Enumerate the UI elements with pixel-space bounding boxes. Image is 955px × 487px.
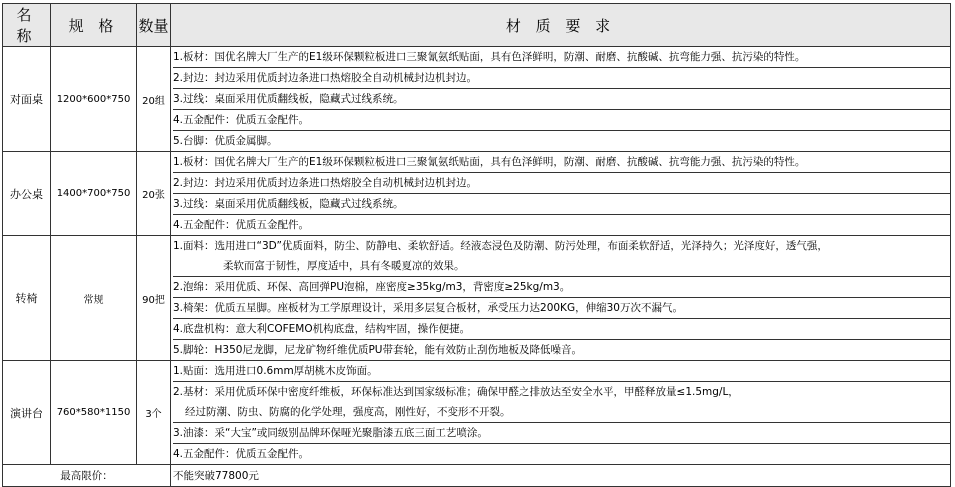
material-line: 3.过线：桌面采用优质翻线板，隐藏式过线系统。 — [173, 194, 950, 215]
item-name: 演讲台 — [3, 361, 51, 465]
item-material — [171, 361, 951, 465]
material-line: 1.面料：选用进口“3D”优质面料，防尘、防静电、柔软舒适。经液态浸色及防潮、防污处理，布面柔软舒适，光泽持久；光泽度好，透气强， — [173, 240, 828, 252]
item-spec: 760*580*1150 — [51, 361, 137, 465]
header-row — [3, 4, 951, 47]
material-line: 经过防潮、防虫、防腐的化学处理，强度高，刚性好，不变形不开裂。 — [173, 402, 950, 423]
material-line: 5.脚轮：H350尼龙脚，尼龙矿物纤维优质PU带套轮，能有效防止刮伤地板及降低噪音。 — [173, 344, 582, 356]
table-row — [3, 236, 951, 361]
material-line: 3.过线：桌面采用优质翻线板，隐藏式过线系统。 — [173, 89, 950, 110]
material-line: 1.贴面：选用进口0.6mm厚胡桃木皮饰面。 — [173, 361, 950, 382]
item-material — [171, 47, 951, 152]
material-line: 3.椅架：优质五星脚。座板材为工学原理设计，采用多层复合板材，承受压力达200KG，伸缩30万次不漏气。 — [173, 298, 950, 319]
material-line: 2.基材：采用优质环保中密度纤维板，环保标准达到国家级标准；确保甲醛之排放达至安全水平，甲醛释放量≤1.5mg/L， — [173, 386, 739, 398]
item-spec: 1200*600*750 — [51, 47, 137, 152]
item-spec: 1400*700*750 — [51, 152, 137, 236]
material-line: 5.台脚：优质金属脚。 — [173, 135, 278, 147]
item-name: 转椅 — [3, 236, 51, 361]
item-spec: 常规 — [51, 236, 137, 361]
price-limit-label: 最高限价： — [3, 465, 171, 487]
item-name: 对面桌 — [3, 47, 51, 152]
material-line: 柔软而富于韧性，厚度适中，具有冬暖夏凉的效果。 — [173, 256, 950, 277]
item-material — [171, 152, 951, 236]
footer-row — [3, 465, 951, 487]
material-line: 4.底盘机构：意大利COFEMO机构底盘，结构牢固，操作便捷。 — [173, 319, 950, 340]
material-line: 4.五金配件：优质五金配件。 — [173, 110, 950, 131]
quote-table — [2, 3, 951, 487]
item-material — [171, 236, 951, 361]
material-line: 3.油漆：采“大宝”或同级别品牌环保哑光聚脂漆五底三面工艺喷涂。 — [173, 423, 950, 444]
item-qty: 20张 — [137, 152, 171, 236]
item-qty: 90把 — [137, 236, 171, 361]
table-row — [3, 152, 951, 236]
header-qty: 数量 — [137, 4, 171, 47]
material-line: 1.板材：国优名牌大厂生产的E1级环保颗粒板进口三聚氰氨纸贴面，具有色泽鲜明，防潮、耐磨、抗酸碱、抗弯能力强、抗污染的特性。 — [173, 47, 950, 68]
material-line: 4.五金配件：优质五金配件。 — [173, 219, 310, 231]
price-limit-value: 不能突破77800元 — [171, 465, 951, 487]
material-line: 2.泡绵：采用优质、环保、高回弹PU泡棉，座密度≥35kg/m3，背密度≥25kg/m3。 — [173, 277, 950, 298]
table-row — [3, 47, 951, 152]
header-name: 名 称 — [3, 4, 51, 47]
material-line: 1.板材：国优名牌大厂生产的E1级环保颗粒板进口三聚氰氨纸贴面，具有色泽鲜明，防潮、耐磨、抗酸碱、抗弯能力强、抗污染的特性。 — [173, 152, 950, 173]
material-line: 2.封边：封边采用优质封边条进口热熔胶全自动机械封边机封边。 — [173, 173, 950, 194]
header-spec: 规 格 — [51, 4, 137, 47]
material-line: 2.封边：封边采用优质封边条进口热熔胶全自动机械封边机封边。 — [173, 68, 950, 89]
item-name: 办公桌 — [3, 152, 51, 236]
table-row — [3, 361, 951, 465]
item-qty: 20组 — [137, 47, 171, 152]
header-material: 材 质 要 求 — [171, 4, 951, 47]
item-qty: 3个 — [137, 361, 171, 465]
material-line: 4.五金配件：优质五金配件。 — [173, 448, 310, 460]
